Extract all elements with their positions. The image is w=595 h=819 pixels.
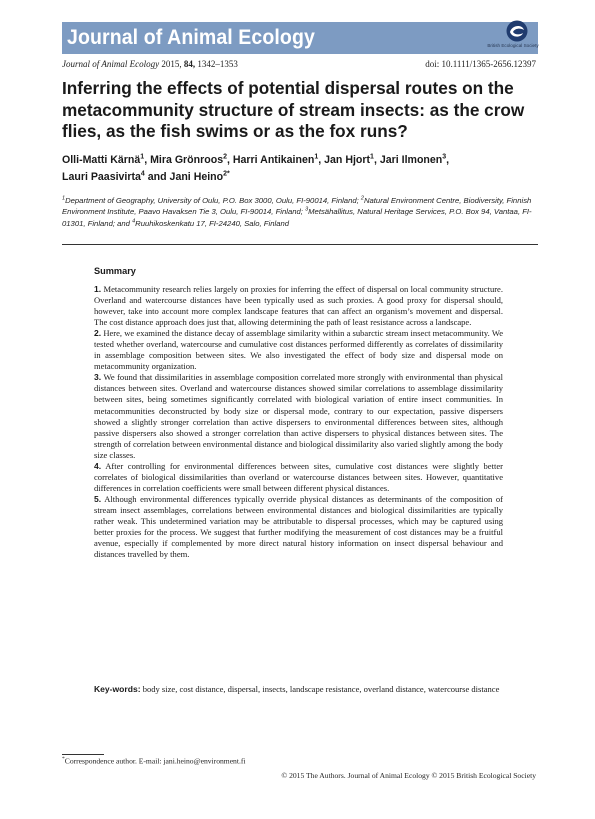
doi-link[interactable]: doi: 10.1111/1365-2656.12397: [425, 59, 536, 69]
affiliation-2: Natural Environment Centre, Biodiversity, Finnish Environment Institute, Paavo Havaksen Tie 3, Oulu, FI-90014, Finland;: [62, 196, 532, 217]
summary-point: [94, 461, 503, 494]
correspondence-footnote: [62, 756, 246, 766]
journal-name: Journal of Animal Ecology: [67, 26, 315, 49]
point-number: 5.: [94, 493, 102, 504]
citation-pages: 1342–1353: [197, 59, 238, 69]
author-name: Jan Hjort: [324, 154, 371, 166]
affiliation-1: Department of Geography, University of Oulu, P.O. Box 3000, Oulu, FI-90014, Finland;: [65, 196, 359, 205]
summary-point: [94, 328, 503, 372]
author-list: Olli-Matti Kärnä$^1$, Mira Grönroos$^2$, Harri Antikainen$^1$, Jan Hjort$^1$, Jari Ilmonen$^3$, Lauri Paasivirta$^4$ and Jani Heino$^{2*}$: [62, 153, 450, 183]
author-affil-sup: 2*: [223, 169, 230, 177]
point-number: 4.: [94, 460, 102, 471]
header-divider: [62, 244, 538, 245]
author-affil-sup: 1: [370, 153, 374, 161]
keywords-label: Key-words:: [94, 684, 141, 694]
author-name: Jari Ilmonen: [379, 154, 443, 166]
point-number: 3.: [94, 372, 102, 383]
point-text: Here, we examined the distance decay of assemblage similarity within a subarctic stream insect metacommunity. We tested whether overland, watercourse and cumulative cost distances performed differently as correlates of dissimilarity in assemblage composition between sites. We also investigated the effect of body size and dispersal mode on metacommunity organization.: [94, 328, 503, 372]
affiliations: [62, 195, 538, 229]
affil-sup: 1: [62, 195, 66, 202]
summary-point: [94, 284, 503, 328]
point-text: Although environmental differences typically override physical distances as determinants of the composition of stream insect assemblages, correlations between environmental distances and biological dissimilarities are typically rather weak. This undetermined variation may be attributable to dispersal processes, which may be captured using better proxies for the process. We suggest that further modifying the measurement of cost distances may be a fruitful avenue, especially if complemented by more direct natural history information on insect dispersal behaviour and distances travelled by them.: [94, 493, 503, 560]
author-name: Lauri Paasivirta: [62, 170, 141, 183]
author-name: Harri Antikainen: [232, 154, 315, 166]
author-name: Mira Grönroos: [150, 154, 224, 166]
summary-body: [94, 284, 503, 560]
footnote-divider: [62, 754, 104, 755]
keywords-text: body size, cost distance, dispersal, insects, landscape resistance, overland distance, watercourse distance: [142, 684, 500, 694]
affil-sup: 2: [360, 195, 364, 202]
author-name: Jani Heino: [169, 170, 224, 183]
copyright-notice: © 2015 The Authors. Journal of Animal Ecology © 2015 British Ecological Society: [281, 771, 536, 780]
point-number: 2.: [94, 328, 102, 339]
affiliation-4: Ruuhikoskenkatu 17, FI-24240, Salo, Finland: [135, 218, 290, 228]
author-affil-sup: 3: [442, 153, 447, 161]
author-affil-sup: 1: [314, 153, 319, 161]
author-affil-sup: 1: [140, 153, 145, 161]
affil-sup: 4: [132, 218, 136, 225]
citation-volume: 84,: [183, 59, 196, 69]
point-number: 1.: [94, 284, 102, 294]
citation-line: [62, 59, 238, 69]
point-text: We found that dissimilarities in assemblage composition correlated more strongly with environmental than physical distances between sites. Overland and watercourse distances showed similar correlations to assemblage dissimilarity between sites, being sometimes significantly correlated with biological variation of entire insect communities. In metacommunities deconstructed by body size or dispersal mode, contrary to our expectation, passive dispersers showed a slightly stronger correlation than active dispersers to environmental differences between sites, although passive dispersers also showed a stronger correlation than active dispersers to physical distances between sites. The strength of correlation between environmental distance and biological dissimilarity also varied slightly among the body size classes.: [94, 372, 504, 460]
paper-title: Inferring the effects of potential dispersal routes on the metacommunity structure of stream insects: as the crow flies, as the fish swims or as the fox runs?: [62, 78, 525, 141]
bes-logo: [498, 20, 536, 60]
point-text: Metacommunity research relies largely on proxies for inferring the effect of dispersal on local community structure. Overland and watercourse distances have been typically used as such proxies. A good proxy for dispersal should, however, take into account more complex landscape features that can affect an organism’s movement and dispersal. The cost distance approach does just that, allowing determining the path of least resistance across a landscape.: [94, 284, 503, 328]
bes-logo-text: British Ecological Society: [487, 43, 539, 48]
affil-sup: 3: [305, 206, 309, 213]
affiliation-3: Metsähallitus, Natural Heritage Services, P.O. Box 94, Vantaa, FI-01301, Finland; and: [62, 207, 532, 228]
footnote-text: Correspondence author. E-mail: jani.heino@environment.fi: [64, 756, 246, 766]
author-affil-sup: 2: [223, 153, 227, 161]
footnote-mark: *: [62, 756, 65, 762]
citation-journal: Journal of Animal Ecology: [62, 59, 160, 69]
author-affil-sup: 4: [140, 169, 145, 177]
summary-heading: Summary: [94, 266, 136, 276]
summary-point: [94, 494, 503, 560]
bes-logo-icon: [504, 20, 530, 44]
author-name: Olli-Matti Kärnä: [62, 154, 141, 166]
point-text: After controlling for environmental differences between sites, cumulative cost distances were slightly better correlates of biological dissimilarities than overland or watercourse distances between sites. However, quantitative differences in correlation coefficients were small between different physical distances.: [94, 460, 503, 493]
summary-point: [94, 372, 503, 460]
keywords: [94, 684, 503, 695]
citation-year: 2015,: [161, 59, 182, 69]
